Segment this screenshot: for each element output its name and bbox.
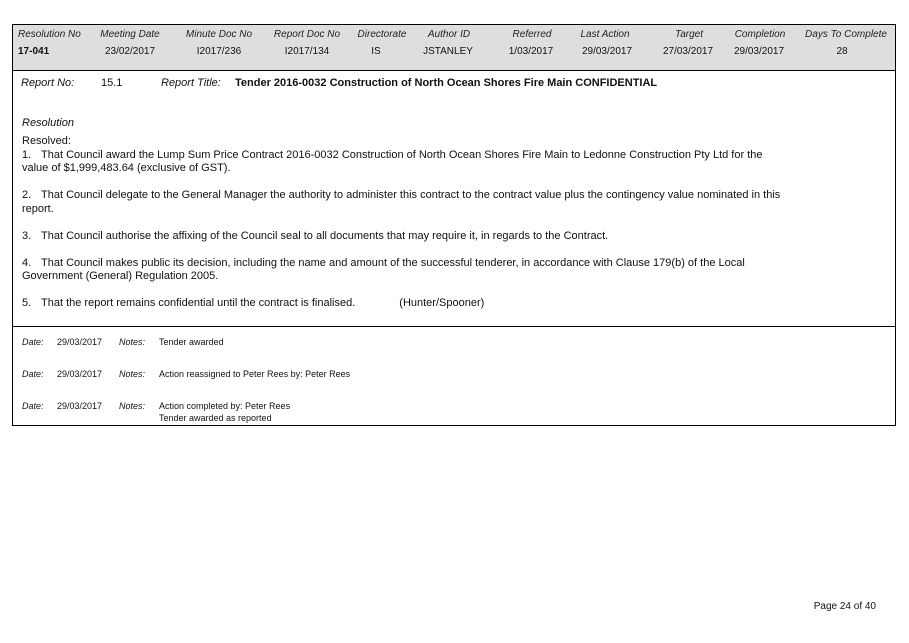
note-notes-label: Notes: <box>119 401 146 411</box>
note-text: Action completed by: Peter Rees <box>159 401 291 411</box>
resolution-item-2: 2. That Council delegate to the General Manager the authority to administer this contract to the contract value plus the contingency value nominated in this report. <box>22 189 781 215</box>
movers: (Hunter/Spooner) <box>399 297 485 309</box>
report-section <box>13 71 895 327</box>
note-notes-label: Notes: <box>119 337 146 347</box>
report-no-label: Report No: <box>21 77 75 89</box>
author-id-label: Author ID <box>427 29 471 40</box>
resolution-item-1: 1. That Council award the Lump Sum Price Contract 2016-0032 Construction of North Ocean Shores Fire Main to Ledonne Construction Pty Ltd for the value of $1,999,483.64 (exclusive of GST). <box>22 148 763 174</box>
directorate-value: IS <box>371 46 381 57</box>
meeting-date-value: 23/02/2017 <box>104 46 156 57</box>
note-date: 29/03/2017 <box>57 401 103 411</box>
report-title-label: Report Title: <box>161 77 221 89</box>
resolution-text <box>22 135 782 311</box>
days-to-complete-value: 28 <box>836 46 848 57</box>
minute-doc-no-label: Minute Doc No <box>185 29 253 40</box>
action-notes <box>13 327 895 425</box>
report-doc-no-value: I2017/134 <box>284 46 330 57</box>
referred-label: Referred <box>512 29 552 40</box>
resolution-item-3: 3. That Council authorise the affixing of the Council seal to all documents that may require it, in regards to the Contract. <box>22 229 609 242</box>
referred-value: 1/03/2017 <box>508 46 554 57</box>
note-notes-label: Notes: <box>119 369 146 379</box>
note-text: Tender awarded as reported <box>159 413 272 423</box>
target-value: 27/03/2017 <box>662 46 714 57</box>
resolution-heading: Resolution <box>22 117 74 129</box>
resolution-record <box>12 24 896 426</box>
directorate-label: Directorate <box>357 29 407 40</box>
report-doc-no-label: Report Doc No <box>273 29 341 40</box>
note-text: Action reassigned to Peter Rees by: Peter Rees <box>159 369 351 379</box>
completion-label: Completion <box>734 29 786 40</box>
resolution-no-label: Resolution No <box>18 29 81 40</box>
report-no-value: 15.1 <box>101 77 123 89</box>
note-date-label: Date: <box>22 401 44 411</box>
target-label: Target <box>675 29 703 40</box>
last-action-value: 29/03/2017 <box>581 46 633 57</box>
note-date: 29/03/2017 <box>57 369 103 379</box>
page-number: Page 24 of 40 <box>813 601 876 612</box>
days-to-complete-label: Days To Complete <box>805 29 887 40</box>
report-title: Tender 2016-0032 Construction of North Ocean Shores Fire Main CONFIDENTIAL <box>235 77 658 89</box>
note-text: Tender awarded <box>159 337 224 347</box>
note-date: 29/03/2017 <box>57 337 103 347</box>
last-action-label: Last Action <box>580 29 630 40</box>
record-header <box>13 25 895 71</box>
completion-value: 29/03/2017 <box>733 46 785 57</box>
note-date-label: Date: <box>22 369 44 379</box>
minute-doc-no-value: I2017/236 <box>196 46 242 57</box>
resolved-label: Resolved: <box>22 135 71 147</box>
resolution-item-4: 4. That Council makes public its decision, including the name and amount of the successful tenderer, in accordance with Clause 179(b) of the Local Government (General) Regulation 2005. <box>22 256 745 282</box>
meeting-date-label: Meeting Date <box>100 29 160 40</box>
note-date-label: Date: <box>22 337 44 347</box>
author-id-value: JSTANLEY <box>423 46 473 57</box>
resolution-item-5: 5. That the report remains confidential until the contract is finalised. (Hunter/Spooner) <box>22 297 485 309</box>
resolution-no-value: 17-041 <box>18 46 50 57</box>
